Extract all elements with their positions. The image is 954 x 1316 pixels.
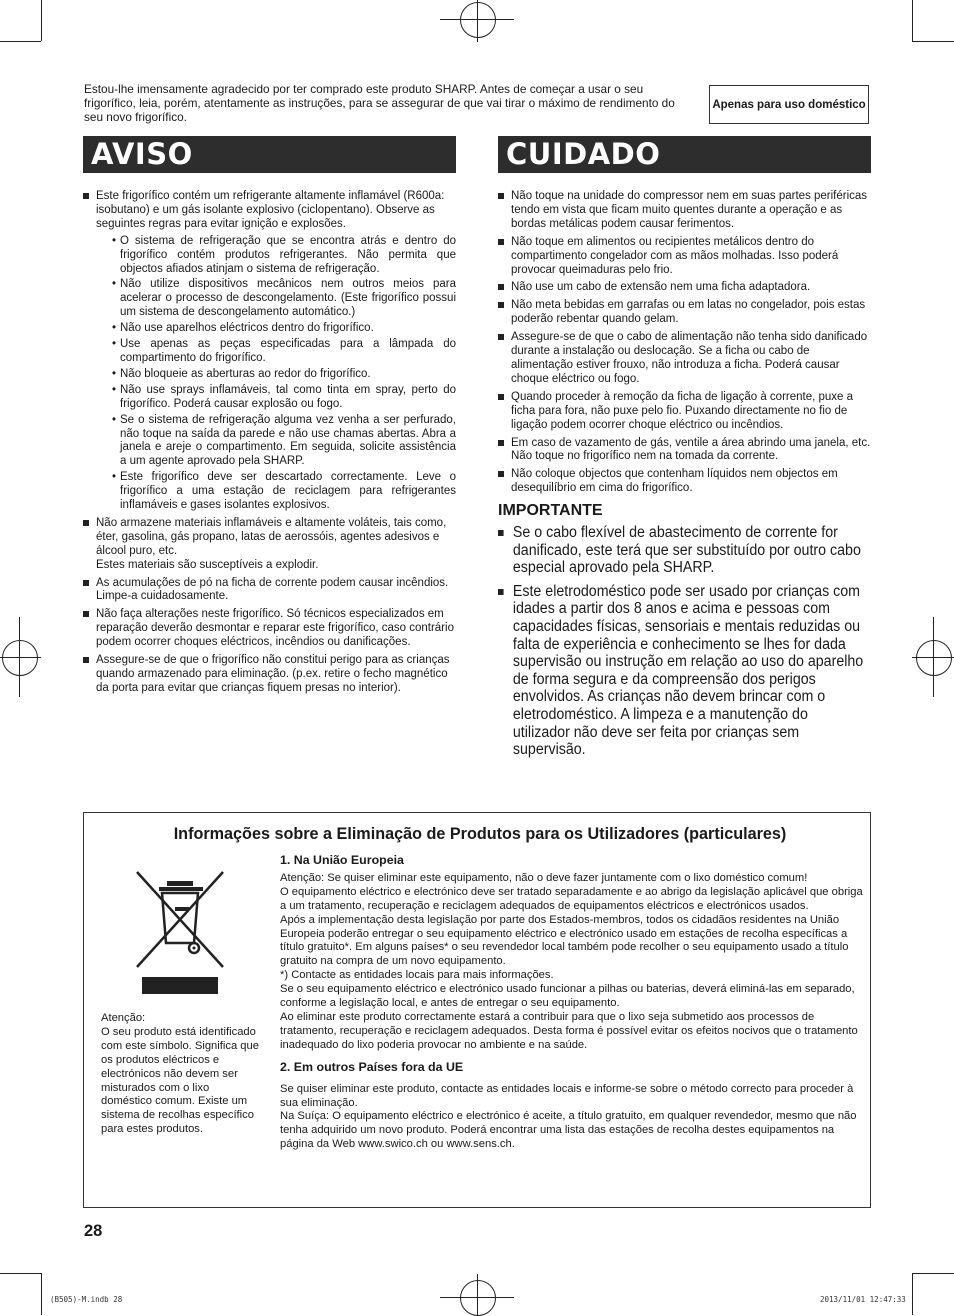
importante-heading: IMPORTANTE: [498, 502, 603, 520]
eu-paragraph: O equipamento eléctrico e electrónico deve ser tratado separadamente e ao abrigo da legislação aplicável que obriga a um tratamento, recuperação e reciclagem adequados de equipamentos eléctricos e electrónicos usados.: [280, 885, 863, 912]
aviso-sub-item: • Não use aparelhos eléctricos dentro do frigorífico.: [112, 322, 456, 336]
intro-text: Estou-lhe imensamente agradecido por ter comprado este produto SHARP. Antes de começar a usar o seu frigorífico, leia, porém, atentamente as instruções, para se assegurar de que vai tirar o máximo de rendimento do seu novo frigorífico.: [84, 82, 675, 125]
cuidado-item: Não coloque objectos que contenham líquidos nem objectos em desequilíbrio em cima do frigorífico.: [498, 468, 871, 496]
aviso-sub-item: • Este frigorífico deve ser descartado correctamente. Leve o frigorífico a uma estação de reciclagem para refrigerantes inflamáveis e gases isolantes explosivos.: [112, 471, 456, 513]
cuidado-item: Em caso de vazamento de gás, ventile a área abrindo uma janela, etc. Não toque no frigorífico nem na tomada da corrente.: [498, 437, 871, 465]
domestic-only-label: Apenas para uso doméstico: [712, 98, 866, 111]
aviso-sub-item: • Não utilize dispositivos mecânicos nem outros meios para acelerar o processo de descongelamento. (Este frigorífico possui um sistema de descongelamento automático.): [112, 278, 456, 320]
aviso-item: Não armazene materiais inflamáveis e altamente voláteis, tais como, éter, gasolina, gás propano, latas de aerossóis, agentes adesivos e álcool puro, etc. Estes materiais são susceptíveis a explodir.: [83, 517, 456, 573]
aviso-item: Assegure-se de que o frigorífico não constitui perigo para as crianças quando armazenado para eliminação. (p.ex. retire o fecho magnético da porta para evitar que crianças fiquem presas no interior).: [83, 654, 456, 696]
domestic-only-box: [709, 85, 869, 124]
cuidado-item: Não use um cabo de extensão nem uma ficha adaptadora.: [498, 281, 871, 295]
cuidado-item: Não toque em alimentos ou recipientes metálicos dentro do compartimento congelador com as mãos molhadas. Isso poderá provocar queimaduras pelo frio.: [498, 236, 871, 278]
aviso-item: As acumulações de pó na ficha de corrente podem causar incêndios. Limpe-a cuidadosamente.: [83, 577, 456, 605]
importante-list: [498, 524, 871, 759]
eu-paragraph: Ao eliminar este produto correctamente estará a contribuir para que o lixo seja submetido aos processos de tratamento, recuperação e reciclagem adequados. Desta forma é possível evitar os efeitos nocivos que o tratamento inadequado do lixo poderia provocar no ambiente e na saúde.: [280, 1010, 858, 1051]
eu-paragraph: Atenção: Se quiser eliminar este equipamento, não o deve fazer juntamente com o lixo doméstico comum!: [280, 871, 808, 884]
cuidado-item: Assegure-se de que o cabo de alimentação não tenha sido danificado durante a instalação ou deslocação. Se a ficha ou cabo de alimentação estiver frouxo, não introduza a ficha. Poderá causar choque eléctrico ou fogo.: [498, 331, 871, 387]
print-footer-left: (B505)-M.indb 28: [50, 1295, 123, 1304]
aviso-sub-item: • Se o sistema de refrigeração alguma vez venha a ser perfurado, não toque na saída da parede e não use chamas abertas. Abra a janela e areje o compartimento. Em seguida, solicite assistência a um agente aprovado pela SHARP.: [112, 414, 456, 470]
other-countries-paragraph: Se quiser eliminar este produto, contacte as entidades locais e informe-se sobre o método correcto para proceder à sua eliminação.: [280, 1082, 854, 1109]
disposal-body: [280, 854, 864, 1152]
importante-item: Se o cabo flexível de abastecimento de corrente for danificado, este terá que ser substituído por outro cabo especial aprovado pela SHARP.: [498, 524, 868, 577]
aviso-sub-item: • Não use sprays inflamáveis, tal como tinta em spray, perto do frigorífico. Poderá causar explosão ou fogo.: [112, 384, 456, 412]
cuidado-item: Quando proceder à remoção da ficha de ligação à corrente, puxe a ficha para fora, não puxe pelo fio. Puxando directamente no fio de ligação podem ocorrer choque eléctrico ou incêndios.: [498, 391, 871, 433]
aviso-item: Este frigorífico contém um refrigerante altamente inflamável (R600a: isobutano) e um gás isolante explosivo (ciclopentano). Observe as seguintes regras para evitar ignição e explosões. • O sistema de refrigeração que se encontra atrás e dentro do frigorífico contém produtos refrigerantes. Não permita que objectos afiados atinjam o sistema de refrigeração. • Não utilize dispositivos mecânicos nem outros meios para acelerar o processo de descongelamento. (Este frigorífico possui um sistema de descongelamento automático.) • Não use aparelhos eléctricos dentro do frigorífico. • Use apenas as peças especificadas para a lâmpada do compartimento do frigorífico. • Não bloqueie as aberturas ao redor do frigorífico. • Não use sprays inflamáveis, tal como tinta em spray, perto do frigorífico. Poderá causar explosão ou fogo. • Se o sistema de refrigeração alguma vez venha a ser perfurado, não toque na saída da parede e não use chamas abertas. Abra a janela e areje o compartimento. Em seguida, solicite assistência a um agente aprovado pela SHARP. • Este frigorífico deve ser descartado correctamente. Leve o frigorífico a uma estação de reciclagem para refrigerantes inflamáveis e gases isolantes explosivos.: [83, 190, 456, 513]
aviso-section: [83, 190, 456, 700]
other-countries-heading: 2. Em outros Países fora da UE: [280, 1059, 464, 1074]
page-number: 28: [84, 1222, 103, 1240]
eu-paragraph: Se o seu equipamento eléctrico e electrónico usado funcionar a pilhas ou baterias, deverá eliminá-las em separado, conforme a legislação local, e antes de entregar o seu equipamento.: [280, 983, 855, 1010]
crossed-bin-icon: [134, 869, 226, 995]
cuidado-item: Não toque na unidade do compressor nem em suas partes periféricas tendo em vista que ficam muito quentes durante a operação e as bordas metálicas podem causar ferimentos.: [498, 190, 871, 232]
importante-item: Este eletrodoméstico pode ser usado por crianças com idades a partir dos 8 anos e acima e pessoas com capacidades físicas, sensoriais e mentais reduzidas ou falta de experiência e conhecimento se lhes for dada supervisão ou instrução em relação ao uso do aparelho de forma segura e da compreensão dos perigos envolvidos. As crianças não devem brincar com o eletrodoméstico. A limpeza e a manutenção do utilizador não deve ser feita por crianças sem supervisão.: [498, 583, 868, 759]
aviso-item: Não faça alterações neste frigorífico. Só técnicos especializados em reparação deverão desmontar e reparar este frigorífico, caso contrário podem ocorrer choques eléctricos, incêndios ou danificações.: [83, 608, 456, 650]
aviso-sub-item: • O sistema de refrigeração que se encontra atrás e dentro do frigorífico contém produtos refrigerantes. Não permita que objectos afiados atinjam o sistema de refrigeração.: [112, 235, 456, 277]
disposal-info-box: [83, 812, 871, 1208]
cuidado-banner: CUIDADO: [498, 136, 871, 173]
disposal-title: Informações sobre a Eliminação de Produtos para os Utilizadores (particulares): [173, 825, 787, 843]
aviso-banner: AVISO: [83, 136, 456, 173]
print-footer-right: 2013/11/01 12:47:33: [820, 1295, 906, 1304]
aviso-sub-item: • Não bloqueie as aberturas ao redor do frigorífico.: [112, 368, 456, 382]
aviso-sub-list: [112, 235, 456, 513]
cuidado-section: [498, 190, 871, 765]
eu-heading: 1. Na União Europeia: [280, 853, 404, 867]
eu-paragraph: Após a implementação desta legislação por parte dos Estados-membros, todos os cidadãos residentes na União Europeia poderão entregar o seu equipamento eléctrico e electrónico usado em estações de recolha específicas a título gratuito*. Em alguns países* o seu revendedor local também pode recolher o seu equipamento usado a título gratuito na compra de um novo equipamento.: [280, 913, 849, 968]
disposal-symbol-note: Atenção: O seu produto está identificado com este símbolo. Significa que os produtos eléctricos e electrónicos não devem ser misturados com o lixo doméstico comum. Existe um sistema de recolhas específico para estes produtos.: [101, 1012, 259, 1136]
eu-paragraph: *) Contacte as entidades locais para mais informações.: [280, 969, 554, 982]
cuidado-item: Não meta bebidas em garrafas ou em latas no congelador, pois estas poderão rebentar quando gelam.: [498, 299, 871, 327]
other-countries-paragraph: Na Suíça: O equipamento eléctrico e electrónico é aceite, a título gratuito, em qualquer revendedor, mesmo que não tenha adquirido um novo produto. Poderá encontrar uma lista das estações de recolha destes equipamentos na página da Web www.swico.ch ou www.sens.ch.: [280, 1110, 857, 1151]
aviso-sub-item: • Use apenas as peças especificadas para a lâmpada do compartimento do frigorífico.: [112, 338, 456, 366]
